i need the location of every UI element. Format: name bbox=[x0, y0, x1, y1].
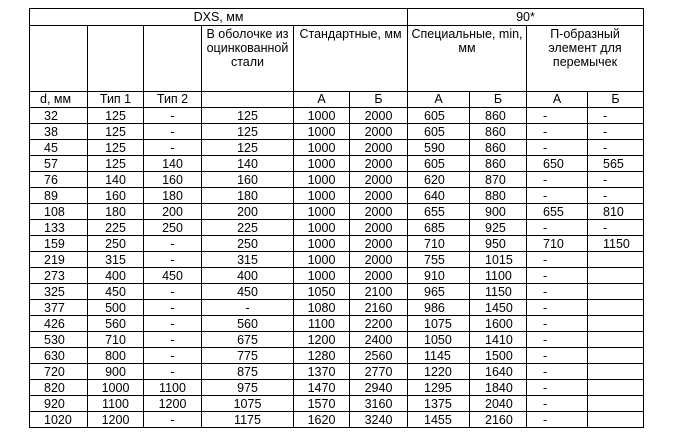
table-body bbox=[30, 108, 644, 428]
cell-type2: 1100 bbox=[144, 380, 202, 396]
cell-std-b: 2000 bbox=[350, 124, 408, 140]
cell-spec-a: 655 bbox=[408, 204, 470, 220]
cell-std-a: 1000 bbox=[294, 172, 350, 188]
cell-u-b bbox=[588, 316, 644, 332]
cell-u-a: 655 bbox=[527, 204, 588, 220]
cell-u-a: - bbox=[527, 220, 588, 236]
table-row bbox=[30, 140, 644, 156]
header-spec-a: А bbox=[408, 92, 470, 108]
cell-in-shell: 225 bbox=[202, 220, 294, 236]
cell-u-b: - bbox=[588, 220, 644, 236]
cell-in-shell: 315 bbox=[202, 252, 294, 268]
cell-std-b: 2000 bbox=[350, 268, 408, 284]
cell-u-b bbox=[588, 380, 644, 396]
cell-type1: 125 bbox=[88, 140, 144, 156]
cell-spec-b: 2040 bbox=[470, 396, 527, 412]
cell-spec-a: 620 bbox=[408, 172, 470, 188]
header-d: d, мм bbox=[30, 92, 88, 108]
cell-in-shell: 875 bbox=[202, 364, 294, 380]
cell-spec-b: 1500 bbox=[470, 348, 527, 364]
cell-u-b bbox=[588, 364, 644, 380]
cell-d: 45 bbox=[30, 140, 88, 156]
cell-std-a: 1000 bbox=[294, 188, 350, 204]
cell-u-a: - bbox=[527, 188, 588, 204]
header-special: Специальные, min, мм bbox=[408, 26, 527, 92]
cell-std-b: 2400 bbox=[350, 332, 408, 348]
cell-type1: 1000 bbox=[88, 380, 144, 396]
cell-std-a: 1000 bbox=[294, 108, 350, 124]
cell-in-shell: 560 bbox=[202, 316, 294, 332]
cell-u-a: - bbox=[527, 124, 588, 140]
cell-spec-a: 1375 bbox=[408, 396, 470, 412]
cell-type1: 160 bbox=[88, 188, 144, 204]
cell-type2: - bbox=[144, 124, 202, 140]
cell-u-a: - bbox=[527, 172, 588, 188]
cell-std-a: 1000 bbox=[294, 124, 350, 140]
header-std-a: А bbox=[294, 92, 350, 108]
header-standard: Стандартные, мм bbox=[294, 26, 408, 92]
cell-u-a: - bbox=[527, 300, 588, 316]
cell-u-a: 710 bbox=[527, 236, 588, 252]
table-row bbox=[30, 364, 644, 380]
cell-type1: 125 bbox=[88, 156, 144, 172]
table-row bbox=[30, 300, 644, 316]
cell-type2: 250 bbox=[144, 220, 202, 236]
cell-type1: 400 bbox=[88, 268, 144, 284]
cell-spec-b: 900 bbox=[470, 204, 527, 220]
cell-in-shell: 180 bbox=[202, 188, 294, 204]
cell-std-b: 2000 bbox=[350, 220, 408, 236]
cell-u-b: - bbox=[588, 172, 644, 188]
cell-std-b: 3160 bbox=[350, 396, 408, 412]
cell-std-a: 1470 bbox=[294, 380, 350, 396]
cell-spec-a: 605 bbox=[408, 108, 470, 124]
cell-u-a: - bbox=[527, 348, 588, 364]
cell-d: 76 bbox=[30, 172, 88, 188]
cell-u-a: 650 bbox=[527, 156, 588, 172]
table-row bbox=[30, 412, 644, 428]
table-row bbox=[30, 380, 644, 396]
cell-u-a: - bbox=[527, 252, 588, 268]
cell-std-a: 1000 bbox=[294, 156, 350, 172]
table-row bbox=[30, 108, 644, 124]
cell-type2: - bbox=[144, 332, 202, 348]
cell-d: 920 bbox=[30, 396, 88, 412]
cell-u-b bbox=[588, 412, 644, 428]
cell-in-shell: - bbox=[202, 300, 294, 316]
cell-type1: 315 bbox=[88, 252, 144, 268]
cell-type2: 200 bbox=[144, 204, 202, 220]
cell-type2: - bbox=[144, 140, 202, 156]
header-empty-3 bbox=[144, 26, 202, 92]
cell-type2: 1200 bbox=[144, 396, 202, 412]
cell-std-a: 1570 bbox=[294, 396, 350, 412]
cell-u-b bbox=[588, 348, 644, 364]
cell-type2: - bbox=[144, 300, 202, 316]
cell-d: 38 bbox=[30, 124, 88, 140]
cell-std-a: 1000 bbox=[294, 252, 350, 268]
table-row bbox=[30, 124, 644, 140]
cell-std-a: 1000 bbox=[294, 220, 350, 236]
header-empty-2 bbox=[88, 26, 144, 92]
cell-spec-b: 1150 bbox=[470, 284, 527, 300]
cell-type1: 500 bbox=[88, 300, 144, 316]
header-spec-b: Б bbox=[470, 92, 527, 108]
cell-d: 1020 bbox=[30, 412, 88, 428]
cell-spec-a: 605 bbox=[408, 156, 470, 172]
cell-std-b: 2000 bbox=[350, 108, 408, 124]
cell-type1: 225 bbox=[88, 220, 144, 236]
cell-in-shell: 160 bbox=[202, 172, 294, 188]
cell-in-shell: 250 bbox=[202, 236, 294, 252]
cell-d: 426 bbox=[30, 316, 88, 332]
header-empty-1 bbox=[30, 26, 88, 92]
cell-spec-b: 860 bbox=[470, 108, 527, 124]
cell-spec-b: 870 bbox=[470, 172, 527, 188]
cell-d: 630 bbox=[30, 348, 88, 364]
cell-type2: - bbox=[144, 348, 202, 364]
cell-type1: 180 bbox=[88, 204, 144, 220]
cell-in-shell: 125 bbox=[202, 124, 294, 140]
cell-spec-a: 1295 bbox=[408, 380, 470, 396]
cell-in-shell: 975 bbox=[202, 380, 294, 396]
header-in-shell: В оболочке из оцинкованной стали bbox=[202, 26, 294, 92]
cell-u-b bbox=[588, 332, 644, 348]
cell-std-b: 2770 bbox=[350, 364, 408, 380]
table-row bbox=[30, 236, 644, 252]
cell-d: 325 bbox=[30, 284, 88, 300]
cell-in-shell: 200 bbox=[202, 204, 294, 220]
header-u-a: А bbox=[527, 92, 588, 108]
cell-spec-a: 605 bbox=[408, 124, 470, 140]
cell-spec-a: 755 bbox=[408, 252, 470, 268]
cell-std-b: 2000 bbox=[350, 204, 408, 220]
cell-type1: 450 bbox=[88, 284, 144, 300]
cell-std-a: 1370 bbox=[294, 364, 350, 380]
cell-spec-a: 685 bbox=[408, 220, 470, 236]
cell-u-a: - bbox=[527, 332, 588, 348]
cell-spec-b: 1640 bbox=[470, 364, 527, 380]
cell-spec-a: 1455 bbox=[408, 412, 470, 428]
table-row bbox=[30, 268, 644, 284]
table-row bbox=[30, 396, 644, 412]
cell-type1: 800 bbox=[88, 348, 144, 364]
cell-u-b: - bbox=[588, 188, 644, 204]
cell-d: 89 bbox=[30, 188, 88, 204]
cell-type1: 710 bbox=[88, 332, 144, 348]
cell-u-a: - bbox=[527, 140, 588, 156]
cell-type1: 1100 bbox=[88, 396, 144, 412]
header-90: 90* bbox=[408, 9, 644, 26]
cell-std-b: 2000 bbox=[350, 188, 408, 204]
cell-std-b: 2100 bbox=[350, 284, 408, 300]
header-dxs: DXS, мм bbox=[30, 9, 408, 26]
cell-d: 108 bbox=[30, 204, 88, 220]
cell-type1: 1200 bbox=[88, 412, 144, 428]
table-row bbox=[30, 220, 644, 236]
table-row bbox=[30, 332, 644, 348]
cell-std-b: 2000 bbox=[350, 156, 408, 172]
table-row bbox=[30, 188, 644, 204]
cell-d: 32 bbox=[30, 108, 88, 124]
cell-type1: 125 bbox=[88, 124, 144, 140]
cell-in-shell: 450 bbox=[202, 284, 294, 300]
cell-std-a: 1000 bbox=[294, 204, 350, 220]
cell-spec-a: 965 bbox=[408, 284, 470, 300]
cell-type2: - bbox=[144, 236, 202, 252]
cell-spec-b: 1015 bbox=[470, 252, 527, 268]
cell-in-shell: 1175 bbox=[202, 412, 294, 428]
cell-d: 530 bbox=[30, 332, 88, 348]
cell-u-b: - bbox=[588, 124, 644, 140]
cell-spec-b: 1100 bbox=[470, 268, 527, 284]
cell-std-a: 1620 bbox=[294, 412, 350, 428]
cell-in-shell: 400 bbox=[202, 268, 294, 284]
cell-std-b: 2560 bbox=[350, 348, 408, 364]
cell-spec-a: 640 bbox=[408, 188, 470, 204]
cell-in-shell: 125 bbox=[202, 108, 294, 124]
cell-type2: - bbox=[144, 316, 202, 332]
cell-spec-b: 880 bbox=[470, 188, 527, 204]
cell-type1: 140 bbox=[88, 172, 144, 188]
cell-type2: - bbox=[144, 108, 202, 124]
cell-u-a: - bbox=[527, 380, 588, 396]
cell-spec-a: 1220 bbox=[408, 364, 470, 380]
table-row bbox=[30, 172, 644, 188]
cell-in-shell: 1075 bbox=[202, 396, 294, 412]
cell-u-a: - bbox=[527, 284, 588, 300]
cell-u-b bbox=[588, 284, 644, 300]
cell-spec-b: 1410 bbox=[470, 332, 527, 348]
cell-std-a: 1000 bbox=[294, 236, 350, 252]
cell-spec-b: 925 bbox=[470, 220, 527, 236]
header-std-b: Б bbox=[350, 92, 408, 108]
cell-u-a: - bbox=[527, 268, 588, 284]
cell-d: 820 bbox=[30, 380, 88, 396]
cell-spec-b: 1600 bbox=[470, 316, 527, 332]
cell-std-a: 1000 bbox=[294, 140, 350, 156]
cell-type2: 160 bbox=[144, 172, 202, 188]
cell-spec-b: 2160 bbox=[470, 412, 527, 428]
cell-spec-a: 1075 bbox=[408, 316, 470, 332]
cell-d: 57 bbox=[30, 156, 88, 172]
cell-std-b: 2000 bbox=[350, 140, 408, 156]
cell-u-a: - bbox=[527, 108, 588, 124]
cell-type2: - bbox=[144, 412, 202, 428]
cell-std-b: 2000 bbox=[350, 236, 408, 252]
cell-u-b: 810 bbox=[588, 204, 644, 220]
cell-std-a: 1200 bbox=[294, 332, 350, 348]
cell-type2: - bbox=[144, 284, 202, 300]
header-type2: Тип 2 bbox=[144, 92, 202, 108]
cell-u-b bbox=[588, 268, 644, 284]
cell-std-b: 2000 bbox=[350, 252, 408, 268]
cell-std-a: 1050 bbox=[294, 284, 350, 300]
cell-d: 273 bbox=[30, 268, 88, 284]
cell-u-a: - bbox=[527, 396, 588, 412]
cell-type1: 125 bbox=[88, 108, 144, 124]
cell-in-shell: 775 bbox=[202, 348, 294, 364]
header-empty-4 bbox=[202, 92, 294, 108]
cell-d: 377 bbox=[30, 300, 88, 316]
cell-u-a: - bbox=[527, 412, 588, 428]
header-u-b: Б bbox=[588, 92, 644, 108]
cell-std-a: 1280 bbox=[294, 348, 350, 364]
cell-std-b: 2000 bbox=[350, 172, 408, 188]
cell-u-b: 1150 bbox=[588, 236, 644, 252]
cell-d: 133 bbox=[30, 220, 88, 236]
cell-type2: - bbox=[144, 364, 202, 380]
cell-type1: 250 bbox=[88, 236, 144, 252]
cell-std-a: 1080 bbox=[294, 300, 350, 316]
table-row bbox=[30, 204, 644, 220]
cell-u-b bbox=[588, 396, 644, 412]
cell-std-b: 3240 bbox=[350, 412, 408, 428]
cell-std-b: 2940 bbox=[350, 380, 408, 396]
cell-u-a: - bbox=[527, 316, 588, 332]
cell-spec-b: 950 bbox=[470, 236, 527, 252]
cell-std-b: 2200 bbox=[350, 316, 408, 332]
pipe-dimensions-table bbox=[29, 8, 644, 428]
cell-spec-a: 986 bbox=[408, 300, 470, 316]
cell-spec-a: 590 bbox=[408, 140, 470, 156]
cell-spec-a: 1145 bbox=[408, 348, 470, 364]
cell-spec-b: 860 bbox=[470, 124, 527, 140]
cell-spec-b: 1840 bbox=[470, 380, 527, 396]
cell-type2: 450 bbox=[144, 268, 202, 284]
cell-type2: 140 bbox=[144, 156, 202, 172]
cell-in-shell: 125 bbox=[202, 140, 294, 156]
cell-d: 219 bbox=[30, 252, 88, 268]
cell-spec-b: 1450 bbox=[470, 300, 527, 316]
cell-type2: - bbox=[144, 252, 202, 268]
cell-in-shell: 675 bbox=[202, 332, 294, 348]
cell-u-b: 565 bbox=[588, 156, 644, 172]
cell-spec-a: 1050 bbox=[408, 332, 470, 348]
table-row bbox=[30, 348, 644, 364]
header-type1: Тип 1 bbox=[88, 92, 144, 108]
cell-spec-a: 710 bbox=[408, 236, 470, 252]
cell-spec-b: 860 bbox=[470, 140, 527, 156]
table-row bbox=[30, 156, 644, 172]
cell-std-b: 2160 bbox=[350, 300, 408, 316]
cell-std-a: 1100 bbox=[294, 316, 350, 332]
cell-in-shell: 140 bbox=[202, 156, 294, 172]
cell-spec-a: 910 bbox=[408, 268, 470, 284]
cell-std-a: 1000 bbox=[294, 268, 350, 284]
table-row bbox=[30, 284, 644, 300]
cell-u-b bbox=[588, 252, 644, 268]
cell-d: 159 bbox=[30, 236, 88, 252]
cell-u-b bbox=[588, 300, 644, 316]
table-row bbox=[30, 316, 644, 332]
cell-u-a: - bbox=[527, 364, 588, 380]
cell-u-b: - bbox=[588, 140, 644, 156]
header-u-element: П-образный элемент для перемычек bbox=[527, 26, 644, 92]
cell-spec-b: 860 bbox=[470, 156, 527, 172]
cell-type1: 560 bbox=[88, 316, 144, 332]
cell-u-b: - bbox=[588, 108, 644, 124]
cell-type2: 180 bbox=[144, 188, 202, 204]
table-row bbox=[30, 252, 644, 268]
cell-d: 720 bbox=[30, 364, 88, 380]
cell-type1: 900 bbox=[88, 364, 144, 380]
